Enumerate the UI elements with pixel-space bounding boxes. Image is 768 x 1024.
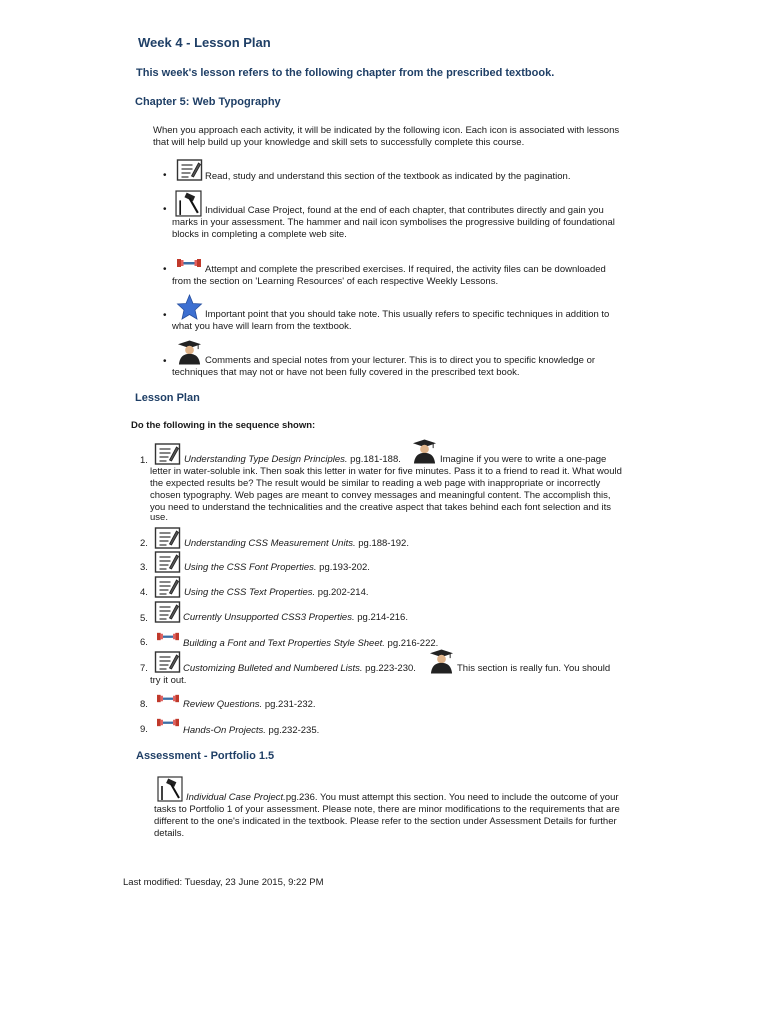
notepad-pen-icon xyxy=(176,159,203,181)
graduate-icon xyxy=(177,339,202,365)
assessment-heading: Assessment - Portfolio 1.5 xyxy=(136,750,275,762)
step-note: This section is really fun. You should xyxy=(457,663,611,674)
step-note-line: the expected results be? The result would be similar to reading a web page with inappropriate or incorrectly xyxy=(150,478,601,489)
notepad-pen-icon xyxy=(154,601,181,623)
step-text: Understanding Type Design Principles. pg.181-188. xyxy=(184,454,401,465)
assessment-line: details. xyxy=(154,828,185,839)
graduate-icon xyxy=(412,438,437,464)
step-number: 5. xyxy=(140,613,148,624)
step-number: 6. xyxy=(140,637,148,648)
step-text: Hands-On Projects. pg.232-235. xyxy=(183,725,320,736)
step-number: 9. xyxy=(140,724,148,735)
legend-text: Comments and special notes from your lecturer. This is to direct you to specific knowledge or xyxy=(205,355,596,366)
assessment-line-1: Individual Case Project.pg.236. You must attempt this section. You need to include the outcome of your xyxy=(186,792,619,803)
step-number: 8. xyxy=(140,699,148,710)
legend-text: from the section on 'Learning Resources' of each respective Weekly Lessons. xyxy=(172,276,499,287)
legend-text: Attempt and complete the prescribed exercises. If required, the activity files can be downloaded xyxy=(205,264,606,275)
step-note-line: letter in water-soluble ink. Then soak this letter in water for five minutes. Pass it to a friend to read it. What would xyxy=(150,466,622,477)
hammer-nail-icon xyxy=(157,776,183,802)
last-modified: Last modified: Tuesday, 23 June 2015, 9:22 PM xyxy=(123,877,324,888)
step-text: Using the CSS Text Properties. pg.202-214. xyxy=(184,587,369,598)
sequence-heading: Do the following in the sequence shown: xyxy=(131,420,316,431)
step-text: Currently Unsupported CSS3 Properties. pg.214-216. xyxy=(183,612,408,623)
step-text: Building a Font and Text Properties Style Sheet. pg.216-222. xyxy=(183,638,439,649)
assessment-line: different to the one's indicated in the textbook. Please refer to the section under Assessment Details for further xyxy=(154,816,617,827)
chapter-heading: Chapter 5: Web Typography xyxy=(135,96,281,108)
legend-text: techniques that may not or have not been fully covered in the prescribed text book. xyxy=(172,367,520,378)
step-text: Understanding CSS Measurement Units. pg.188-192. xyxy=(184,538,409,549)
dumbbell-icon xyxy=(156,717,180,728)
step-number: 7. xyxy=(140,663,148,674)
step-note-line: try it out. xyxy=(150,675,187,686)
step-number: 2. xyxy=(140,538,148,549)
legend-text: Individual Case Project, found at the end of each chapter, that contributes directly and gain you xyxy=(205,205,604,216)
step-number: 1. xyxy=(140,455,148,466)
hammer-nail-icon xyxy=(175,190,202,217)
legend-text: blocks in completing a complete web site. xyxy=(172,229,347,240)
step-note: Imagine if you were to write a one-page xyxy=(440,454,607,465)
step-number: 4. xyxy=(140,587,148,598)
step-text: Using the CSS Font Properties. pg.193-202. xyxy=(184,562,370,573)
notepad-pen-icon xyxy=(154,527,181,549)
step-text: Review Questions. pg.231-232. xyxy=(183,699,316,710)
step-note-line: chosen typography. Web pages are meant to convey messages and meaningful content. The accomplish this, xyxy=(150,490,611,501)
dumbbell-icon xyxy=(156,631,180,642)
notepad-pen-icon xyxy=(154,576,181,598)
graduate-icon xyxy=(429,648,454,674)
lesson-plan-heading: Lesson Plan xyxy=(135,392,200,404)
legend-text: marks in your assessment. The hammer and nail icon symbolises the progressive building of foundational xyxy=(172,217,615,228)
dumbbell-icon xyxy=(156,693,180,704)
icon-intro-line-1: When you approach each activity, it will be indicated by the following icon. Each icon is associated with lessons xyxy=(153,125,620,136)
notepad-pen-icon xyxy=(154,651,181,673)
legend-text: what you have will learn from the textbook. xyxy=(172,321,352,332)
step-note-line: you need to understand the technicalities and the creative aspect that takes behind each font selection and its xyxy=(150,502,612,513)
notepad-pen-icon xyxy=(154,443,181,465)
step-note-line: use. xyxy=(150,512,168,523)
step-number: 3. xyxy=(140,562,148,573)
assessment-line: tasks to Portfolio 1 of your assessment. Please note, there are minor modifications to the requirements that are xyxy=(154,804,620,815)
intro-text: This week's lesson refers to the following chapter from the prescribed textbook. xyxy=(136,67,555,79)
icon-intro-line-2: that will help build up your knowledge and skill sets to successfully complete this course. xyxy=(153,137,525,148)
legend-text: Important point that you should take note. This usually refers to specific techniques in addition to xyxy=(205,309,610,320)
legend-text: Read, study and understand this section of the textbook as indicated by the pagination. xyxy=(205,171,571,182)
page-title: Week 4 - Lesson Plan xyxy=(138,35,271,50)
star-icon xyxy=(176,294,203,320)
notepad-pen-icon xyxy=(154,551,181,573)
dumbbell-icon xyxy=(176,257,202,269)
step-text: Customizing Bulleted and Numbered Lists. pg.223-230. xyxy=(183,663,416,674)
